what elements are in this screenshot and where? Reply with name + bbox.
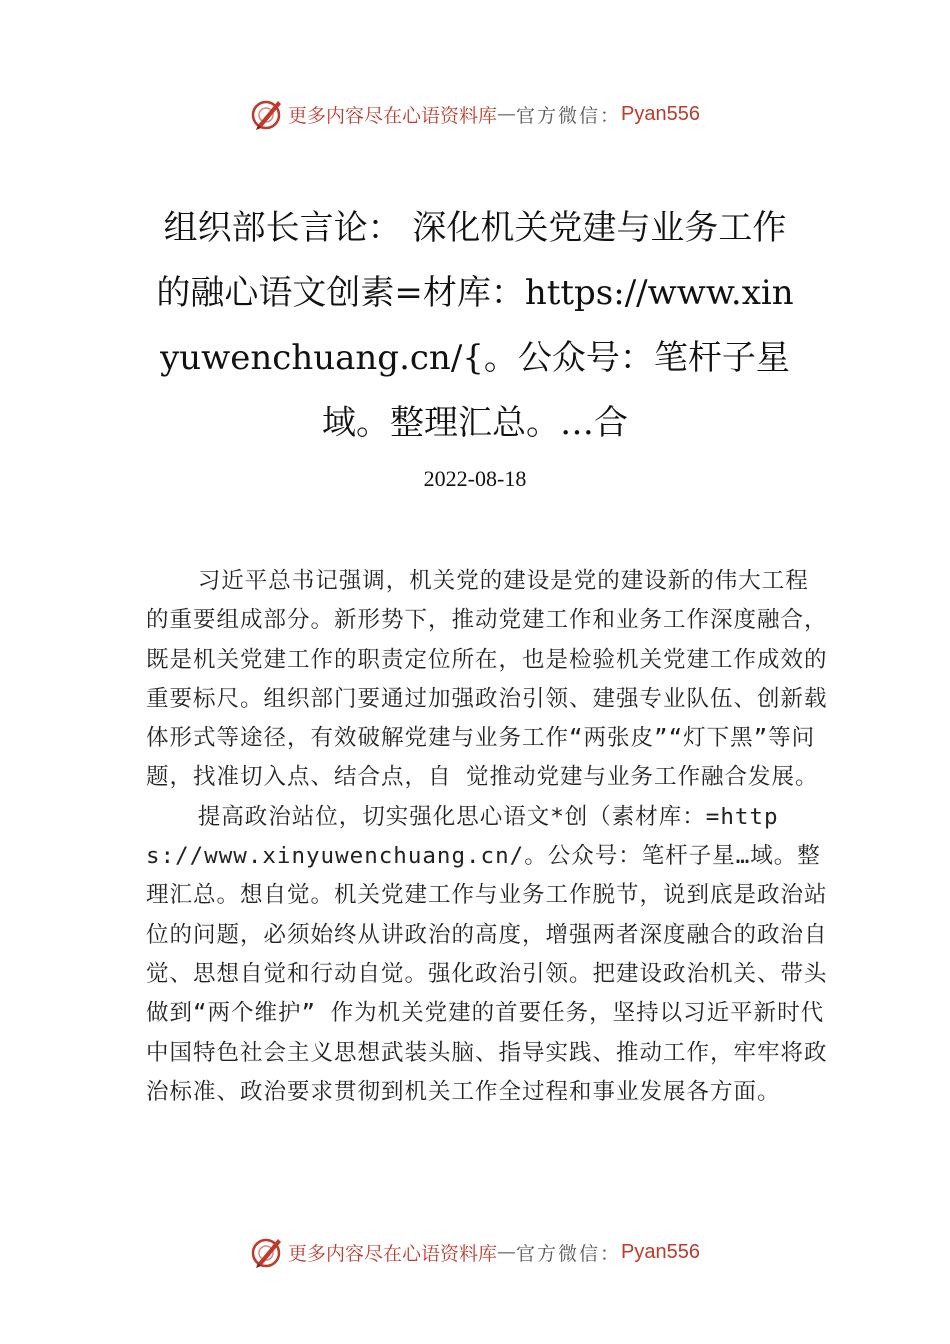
paragraph: 习近平总书记强调，机关党的建设是党的建设新的伟大工程的重要组成部分。新形势下，推动党建工作和业务工作深度融合，既是机关党建工作的职责定位所在，也是检验机关党建工作成效的重要标尺。组织部门要通过加强政治引领、建强专业队伍、创新载体形式等途径，有效破解党建与业务工作“两张皮”“灯下黑”等问题，找准切入点、结合点，自 觉推动党建与业务工作融合发展。 [146,568,828,791]
article-body [146,562,830,1112]
article-date: 2022-08-18 [423,466,527,491]
banner-dash: — [497,1241,517,1263]
header-banner [0,94,950,134]
pen-logo-icon [250,97,284,131]
pen-logo-icon [250,1235,284,1269]
banner-site-text: 更多内容尽在心语资料库 [288,104,498,127]
banner-dash: — [497,103,517,125]
banner-wechat-id: Pyan556 [621,102,700,125]
article-title: 组织部长言论： 深化机关党建与业务工作的融心语文创素=材库：https://www.xinyuwenchuang.cn/{。公众号：笔杆子星域。整理汇总。…合 [156,208,794,443]
banner-wechat-label: 官方微信： [516,104,622,127]
banner-site-text: 更多内容尽在心语资料库 [288,1242,498,1265]
banner-wechat-id: Pyan556 [621,1240,700,1263]
banner-wechat-label: 官方微信： [516,1242,622,1265]
paragraph: 提高政治站位，切实强化思心语文*创（素材库：=https://www.xinyuwenchuang.cn/。公众号：笔杆子星…域。整理汇总。想自觉。机关党建工作与业务工作脱节，说到底是政治站位的问题，必须始终从讲政治的高度，增强两者深度融合的政治自觉、思想自觉和行动自觉。强化政治引领。把建设政治机关、带头做到“两个维护” 作为机关党建的首要任务，坚持以习近平新时代中国特色社会主义思想武装头脑、指导实践、推动工作，牢牢将政治标准、政治要求贯彻到机关工作全过程和事业发展各方面。 [146,803,828,1105]
footer-banner [0,1232,950,1272]
